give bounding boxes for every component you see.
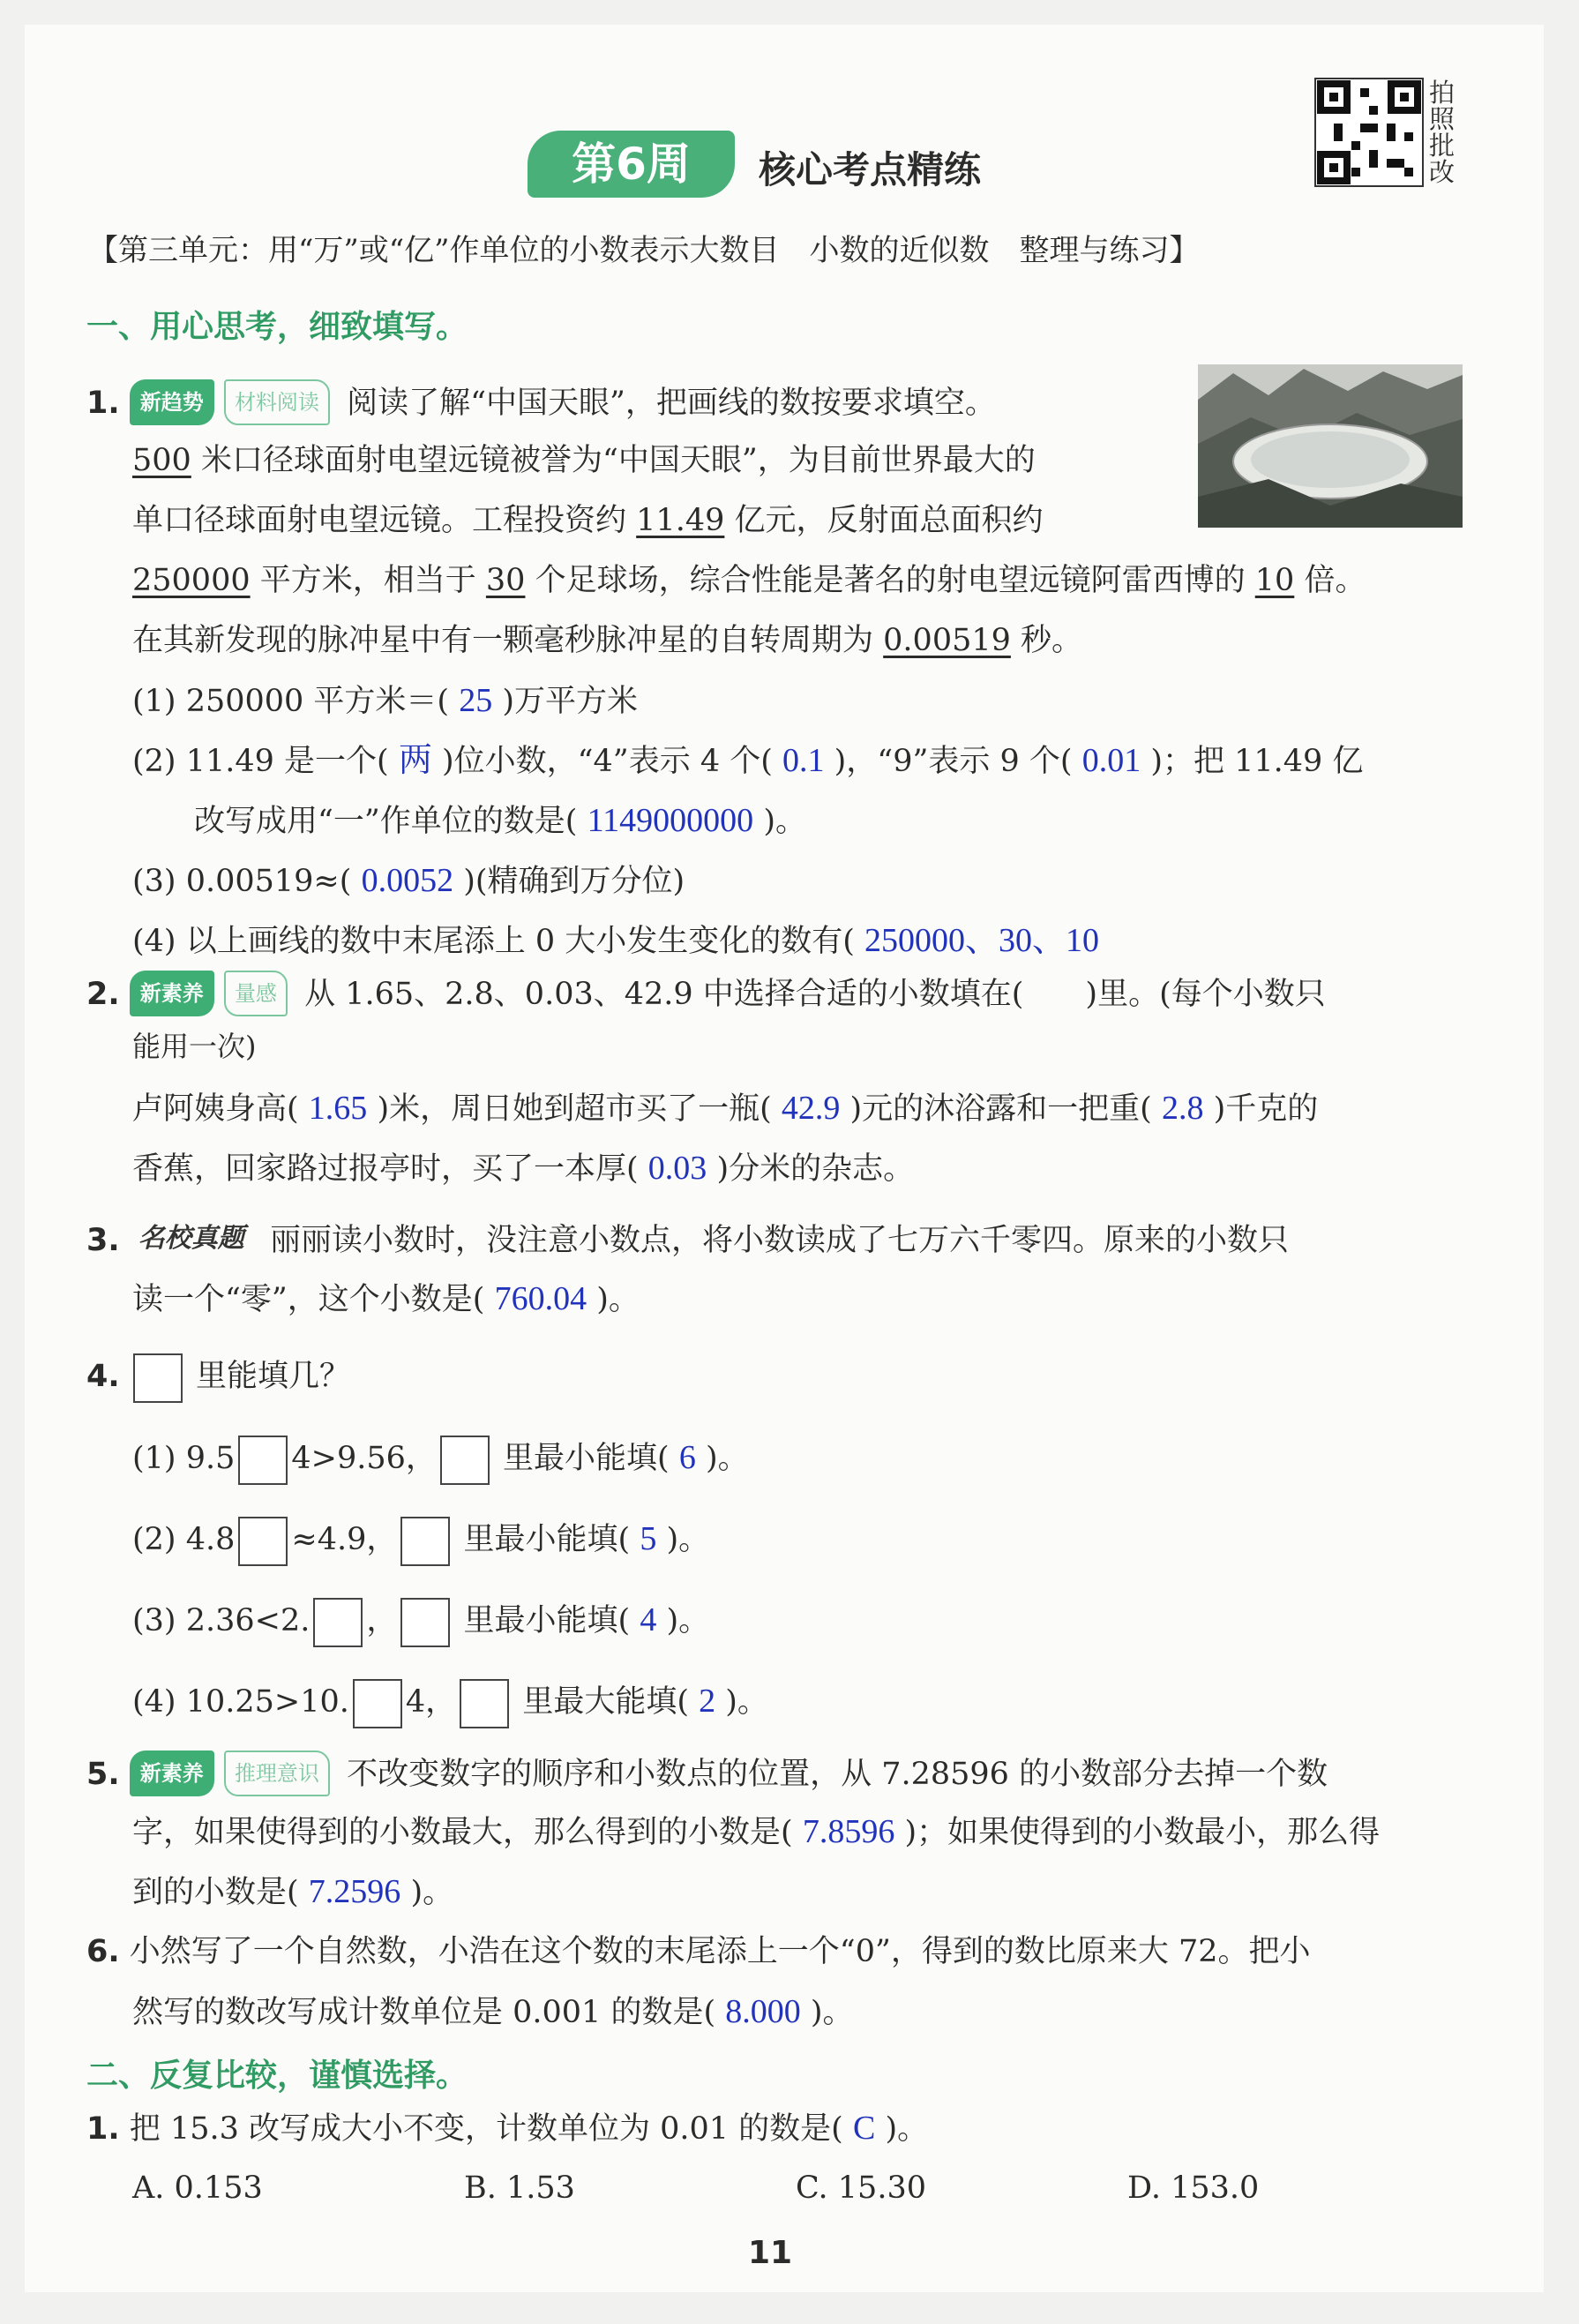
q1-part2-text-f: )。 xyxy=(763,804,806,839)
q1-part2-text-a: (2) 11.49 是一个( xyxy=(132,744,389,779)
q1-ul-1149: 11.49 xyxy=(636,503,725,538)
question-6 xyxy=(86,1930,1515,2045)
q4-title: 里能填几？ xyxy=(195,1359,350,1394)
q1-passage-2a: 单口径球面射电望远镜。工程投资约 xyxy=(132,503,627,538)
q1-passage-3a: 平方米，相当于 xyxy=(259,563,476,598)
q4-number: 4. xyxy=(86,1359,120,1394)
q3-text-2a: 读一个“零”，这个小数是( xyxy=(132,1282,485,1317)
q5-badge: 新素养 xyxy=(130,1750,214,1796)
q1-passage-1: 米口径球面射电望远镜被誉为“中国天眼”，为目前世界最大的 xyxy=(200,443,1036,478)
mc1-option-a: A. 0.153 xyxy=(132,2170,263,2206)
q1-tag: 材料阅读 xyxy=(224,379,330,425)
q1-intro: 阅读了解“中国天眼”，把画线的数按要求填空。 xyxy=(347,386,996,421)
q1-passage-3b: 个足球场，综合性能是著名的射电望远镜阿雷西博的 xyxy=(535,563,1246,598)
q4-part3-d: )。 xyxy=(666,1603,710,1638)
q1-part2-text-b: )位小数，“4”表示 4 个( xyxy=(441,744,773,779)
q1-part2-text-c: )，“9”表示 9 个( xyxy=(834,744,1073,779)
q4-part4-a: (4) 10.25>10. xyxy=(132,1684,349,1720)
q5-number: 5. xyxy=(86,1757,120,1792)
qr-code-icon xyxy=(1314,78,1424,187)
week-badge-text: 第6周 xyxy=(572,139,691,190)
question-4 xyxy=(86,1348,1515,1736)
q4-part3-b: ， xyxy=(366,1603,398,1638)
q2-line3-d: )千克的 xyxy=(1213,1091,1319,1127)
q4-part3-box-2 xyxy=(400,1598,450,1647)
q1-ul-10: 10 xyxy=(1254,563,1295,598)
q2-line3-b: )米，周日她到超市买了一瓶( xyxy=(377,1091,772,1127)
telescope-photo xyxy=(1198,364,1463,528)
q4-part2-box-1 xyxy=(238,1517,288,1566)
q1-part2-answer-3: 0.01 xyxy=(1081,742,1141,779)
q4-part2-c: 里最小能填( xyxy=(463,1522,631,1557)
section-2-title: 二、反复比较，谨慎选择。 xyxy=(86,2058,468,2094)
q6-text-2a: 然写的数改写成计数单位是 0.001 的数是( xyxy=(132,1995,716,2030)
q4-part2-b: ≈4.9， xyxy=(291,1522,398,1557)
q1-part2-answer-2: 0.1 xyxy=(782,742,825,779)
section-1-title: 一、用心思考，细致填写。 xyxy=(86,309,468,345)
choice-question-1 xyxy=(86,2107,1515,2230)
mc1-option-b: B. 1.53 xyxy=(464,2170,575,2206)
q5-text-3a: 到的小数是( xyxy=(132,1875,299,1910)
q2-text-1: 从 1.65、2.8、0.03、42.9 中选择合适的小数填在( )里。(每个小数只 xyxy=(304,977,1326,1012)
q1-part2-answer-4: 1149000000 xyxy=(587,802,754,839)
q1-ul-500: 500 xyxy=(132,443,191,478)
q4-part1-a: (1) 9.5 xyxy=(132,1441,236,1476)
q4-part3-answer: 4 xyxy=(640,1601,657,1638)
page-title: 核心考点精练 xyxy=(759,148,982,191)
q4-part4-answer: 2 xyxy=(699,1683,716,1720)
mc1-option-d: D. 153.0 xyxy=(1127,2170,1260,2206)
q4-part1-c: 里最小能填( xyxy=(503,1441,670,1476)
q4-part1-box-1 xyxy=(238,1436,288,1485)
q2-badge: 新素养 xyxy=(130,971,214,1016)
qr-label: 拍照批改 xyxy=(1429,78,1456,187)
q4-part2-a: (2) 4.8 xyxy=(132,1522,236,1557)
q1-passage-2b: 亿元，反射面总面积约 xyxy=(734,503,1044,538)
q1-part3-text-end: )(精确到万分位) xyxy=(463,864,685,899)
q1-part2-answer-1: 两 xyxy=(398,742,432,779)
mc1-text-a: 把 15.3 改写成大小不变，计数单位为 0.01 的数是( xyxy=(129,2111,843,2147)
q1-passage-3c: 倍。 xyxy=(1304,563,1366,598)
q4-part1-answer: 6 xyxy=(678,1439,696,1476)
q4-box-icon xyxy=(133,1353,183,1403)
q2-number: 2. xyxy=(86,977,120,1012)
week-badge xyxy=(528,131,735,198)
q2-answer-3: 2.8 xyxy=(1161,1090,1204,1127)
worksheet-page xyxy=(25,25,1544,2292)
q4-part3-c: 里最小能填( xyxy=(463,1603,631,1638)
q5-text-2b: )；如果使得到的小数最小，那么得 xyxy=(904,1815,1381,1850)
q5-answer-2: 7.2596 xyxy=(308,1873,401,1910)
q4-part1-d: )。 xyxy=(705,1441,749,1476)
q3-text-1: 丽丽读小数时，没注意小数点，将小数读成了七万六千零四。原来的小数只 xyxy=(269,1223,1289,1258)
q2-line4-b: )分米的杂志。 xyxy=(716,1151,915,1187)
question-2 xyxy=(86,971,1515,1200)
q1-part1-text: (1) 250000 平方米＝( xyxy=(132,684,450,719)
mc1-number: 1. xyxy=(86,2111,120,2147)
q1-passage-4a: 在其新发现的脉冲星中有一颗毫秒脉冲星的自转周期为 xyxy=(132,623,874,658)
q1-part4-text: (4) 以上画线的数中末尾添上 0 大小发生变化的数有( xyxy=(132,924,855,959)
q4-part2-answer: 5 xyxy=(640,1520,657,1557)
q4-part3-box-1 xyxy=(313,1598,363,1647)
question-5 xyxy=(86,1750,1515,1927)
q4-part2-d: )。 xyxy=(666,1522,710,1557)
q1-part2-text-e: 改写成用“一”作单位的数是( xyxy=(194,804,578,839)
q3-answer: 760.04 xyxy=(494,1280,587,1317)
question-3 xyxy=(86,1218,1515,1332)
q4-part4-b: 4， xyxy=(405,1684,457,1720)
q4-part4-box-2 xyxy=(460,1679,509,1728)
q1-badge: 新趋势 xyxy=(130,379,214,425)
q6-text-2b: )。 xyxy=(810,1995,854,2030)
q1-part4-answer: 250000、30、10 xyxy=(864,922,1100,959)
q2-line3-a: 卢阿姨身高( xyxy=(132,1091,299,1127)
q2-text-2: 能用一次) xyxy=(132,1030,257,1063)
q1-part2-text-d: )；把 11.49 亿 xyxy=(1150,744,1364,779)
q2-answer-4: 0.03 xyxy=(647,1150,707,1187)
q6-answer: 8.000 xyxy=(725,1993,801,2030)
q5-text-2a: 字，如果使得到的小数最大，那么得到的小数是( xyxy=(132,1815,793,1850)
q1-part1-answer: 25 xyxy=(459,682,493,719)
q4-part4-box-1 xyxy=(353,1679,402,1728)
q2-answer-1: 1.65 xyxy=(308,1090,368,1127)
q1-part3-text: (3) 0.00519≈( xyxy=(132,864,352,899)
q4-part2-box-2 xyxy=(400,1517,450,1566)
q1-ul-30: 30 xyxy=(485,563,526,598)
mc1-text-b: )。 xyxy=(885,2111,929,2147)
q1-part3-answer: 0.0052 xyxy=(361,862,454,899)
q4-part4-c: 里最大能填( xyxy=(522,1684,689,1720)
q4-part4-d: )。 xyxy=(725,1684,768,1720)
q3-text-2b: )。 xyxy=(596,1282,640,1317)
q5-tag: 推理意识 xyxy=(224,1750,330,1796)
page-number: 11 xyxy=(748,2235,793,2271)
q5-text-3b: )。 xyxy=(410,1875,454,1910)
q6-text-1: 小然写了一个自然数，小浩在这个数的末尾添上一个“0”，得到的数比原来大 72。把小 xyxy=(129,1934,1311,1969)
q2-answer-2: 42.9 xyxy=(781,1090,841,1127)
mc1-answer: C xyxy=(852,2110,876,2147)
q5-text-1: 不改变数字的顺序和小数点的位置，从 7.28596 的小数部分去掉一个数 xyxy=(347,1757,1328,1792)
mc1-option-c: C. 15.30 xyxy=(796,2170,926,2206)
q4-part1-b: 4>9.56， xyxy=(291,1441,437,1476)
q3-number: 3. xyxy=(86,1223,120,1258)
q2-line3-c: )元的沐浴露和一把重( xyxy=(849,1091,1152,1127)
q4-part3-a: (3) 2.36<2. xyxy=(132,1603,311,1638)
unit-subtitle: 【第三单元：用“万”或“亿”作单位的小数表示大数目 小数的近似数 整理与练习】 xyxy=(88,233,1200,268)
q2-tag: 量感 xyxy=(224,971,288,1016)
q2-line4-a: 香蕉，回家路过报亭时，买了一本厚( xyxy=(132,1151,639,1187)
q1-passage-4b: 秒。 xyxy=(1021,623,1083,658)
q1-number: 1. xyxy=(86,386,120,421)
q1-part1-text-end: )万平方米 xyxy=(502,684,639,719)
q4-part1-box-2 xyxy=(440,1436,490,1485)
q6-number: 6. xyxy=(86,1934,120,1969)
q1-ul-000519: 0.00519 xyxy=(883,623,1011,658)
q1-ul-250000: 250000 xyxy=(132,563,251,598)
q5-answer-1: 7.8596 xyxy=(802,1813,895,1850)
q3-tag: 名校真题 xyxy=(138,1223,244,1254)
